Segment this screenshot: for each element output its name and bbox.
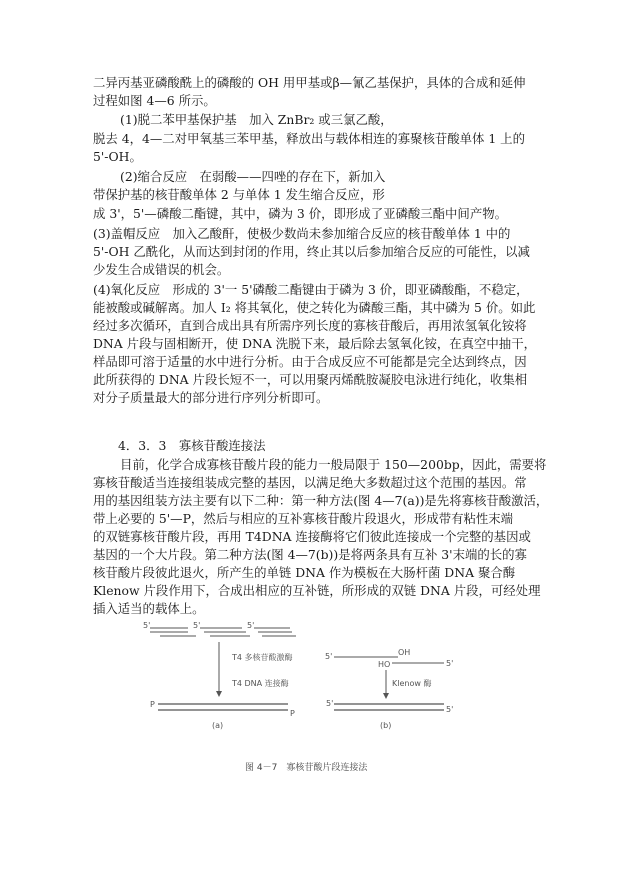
text-line: (2)缩合反应 在弱酸——四唑的存在下，新加入 (120, 169, 386, 184)
step-klenow: Klenow 酶 (392, 679, 432, 688)
panel-a-fragments (150, 628, 296, 636)
text-line: 插入适当的载体上。 (93, 601, 205, 616)
arrow-head-icon (383, 693, 389, 699)
figure-caption: 图 4－7 寡核苷酸片段连接法 (245, 763, 368, 773)
text-line: 对分子质量最大的部分进行序列分析即可。 (93, 390, 329, 405)
step-ligase: T4 DNA 连接酶 (232, 679, 289, 688)
label-ho: HO (378, 660, 391, 669)
label-5prime: 5' (143, 621, 151, 630)
text-line: (4)氧化反应 形成的 3'一 5'磷酸二酯键由于磷为 3 价，即亚磷酸酯，不稳定， (93, 282, 529, 297)
text-line: 的双链寡核苷酸片段，再用 T4DNA 连接酶将它们彼此连接成一个完整的基因或 (93, 529, 531, 544)
section-heading: 4．3．3 寡核苷酸连接法 (118, 438, 266, 453)
text-line: 带保护基的核苷酸单体 2 与单体 1 发生缩合反应，形 (93, 187, 385, 202)
arrow-head-icon (216, 691, 222, 697)
text-line: 基因的一个大片段。第二种方法(图 4—7(b))是将两条具有互补 3'末端的长的寡 (93, 547, 527, 562)
text-line: 寡核苷酸适当连接组装成完整的基因，以满足绝大多数超过这个范围的基因。常 (93, 475, 527, 490)
label-5prime: 5' (247, 621, 255, 630)
panel-a-label: (a) (212, 721, 224, 730)
text-line: 脱去 4，4—二对甲氧基三苯甲基，释放出与载体相连的寡聚核苷酸单体 1 上的 (93, 131, 525, 146)
text-line: 过程如图 4—6 所示。 (93, 93, 216, 108)
text-line: 带上必要的 5'—P，然后与相应的互补寡核苷酸片段退火，形成带有粘性末端 (93, 511, 514, 526)
text-line: 目前，化学合成寡核苷酸片段的能力一般局限于 150—200bp，因此，需要将 (120, 457, 547, 472)
step-kinase: T4 多核苷酸激酶 (232, 653, 293, 662)
label-5prime: 5' (193, 621, 201, 630)
text-line: Klenow 片段作用下，合成出相应的互补链，所形成的双链 DNA 片段，可经处理 (93, 583, 541, 598)
label-p: P (150, 700, 155, 709)
label-p: P (290, 709, 295, 718)
label-5prime: 5' (325, 652, 333, 661)
text-line: DNA 片段与固相断开，使 DNA 洗脱下来，最后除去氢氧化铵，在真空中抽干， (93, 336, 536, 351)
label-5prime: 5' (446, 659, 454, 668)
text-line: (3)盖帽反应 加入乙酸酐，使极少数尚未参加缩合反应的核苷酸单体 1 中的 (93, 226, 511, 241)
text-line: 5'-OH。 (93, 149, 142, 164)
label-5prime: 5' (326, 699, 334, 708)
text-line: 样品即可溶于适量的水中进行分析。由于合成反应不可能都是完全达到终点，因 (93, 354, 527, 369)
text-line: 二异丙基亚磷酸酰上的磷酸的 OH 用甲基或β—氰乙基保护，具体的合成和延伸 (93, 75, 526, 90)
text-line: 能被酸或碱解离。加人 I₂ 将其氧化，使之转化为磷酸三酯，其中磷为 5 价。如此 (93, 300, 536, 315)
text-line: 少发生合成错误的机会。 (93, 262, 230, 277)
text-line: 用的基因组装方法主要有以下二种：第一种方法(图 4—7(a))是先将寡核苷酸激活， (93, 493, 549, 508)
text-line: 此所获得的 DNA 片段长短不一，可以用聚丙烯酰胺凝胶电泳进行纯化，收集相 (93, 372, 528, 387)
text-line: 核苷酸片段彼此退火，所产生的单链 DNA 作为模板在大肠杆菌 DNA 聚合酶 (93, 565, 516, 580)
text-line: 5'-OH 乙酰化，从而达到封闭的作用，终止其以后参加缩合反应的可能性，以减 (93, 244, 530, 259)
text-line: (1)脱二苯甲基保护基 加入 ZnBr₂ 或三氯乙酸， (120, 112, 393, 127)
label-oh: OH (398, 648, 411, 657)
text-line: 成 3'，5'—磷酸二酯键，其中，磷为 3 价，即形成了亚磷酸三酯中间产物。 (93, 206, 507, 221)
panel-b-label: (b) (380, 721, 392, 730)
text-line: 经过多次循环，直到合成出具有所需序列长度的寡核苷酸后，再用浓氢氧化铵将 (93, 318, 527, 333)
label-5prime: 5' (446, 705, 454, 714)
